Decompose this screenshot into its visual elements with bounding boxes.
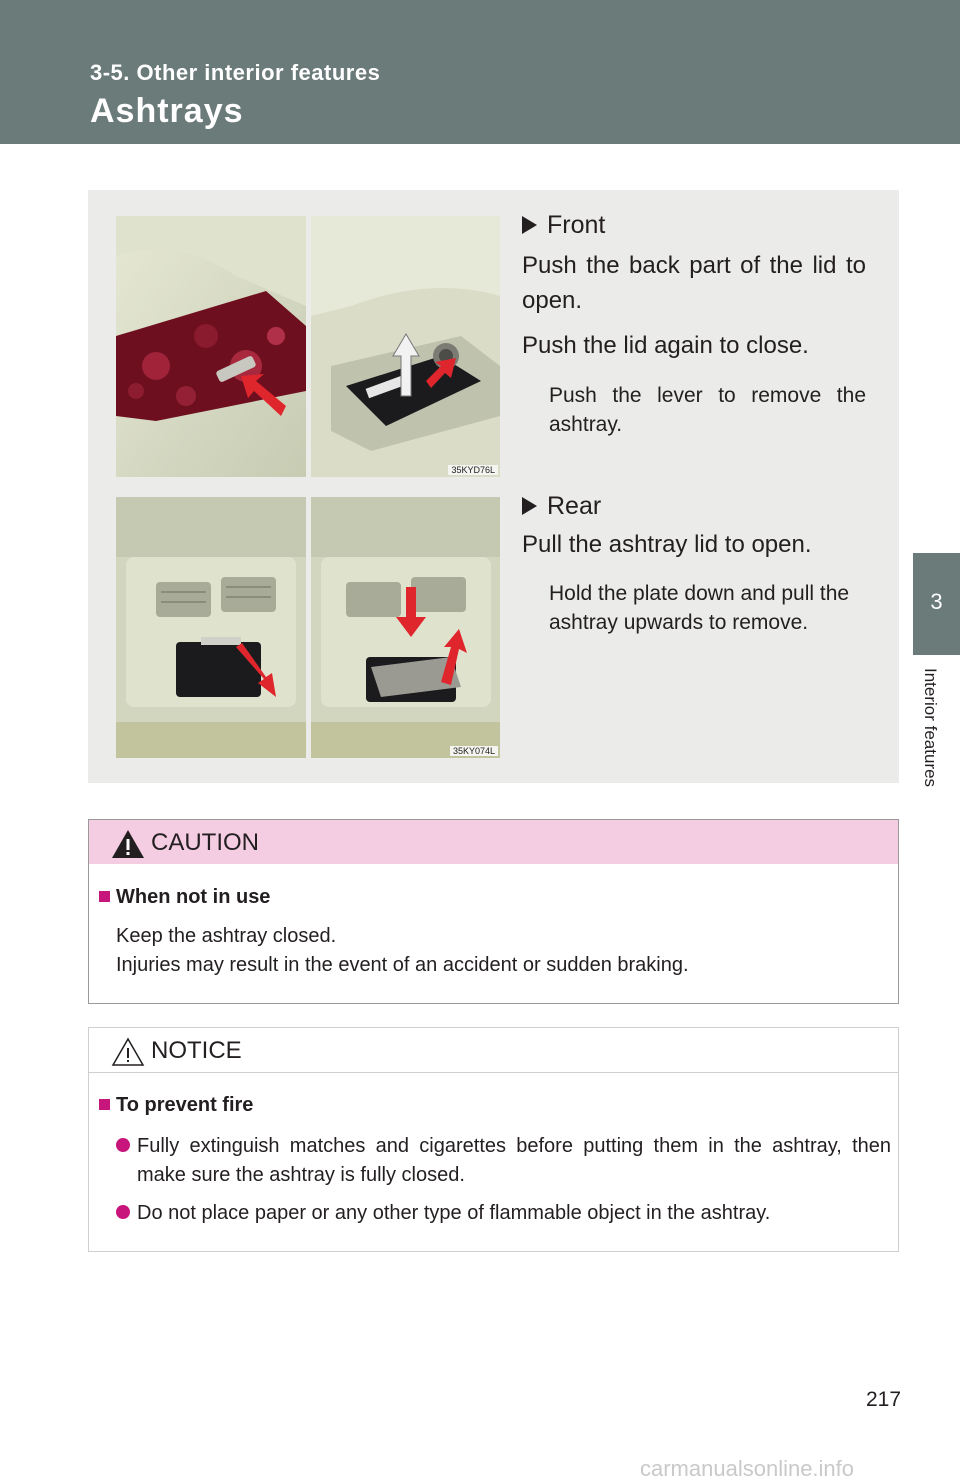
notice-title: NOTICE	[151, 1037, 242, 1064]
round-bullet-icon	[116, 1205, 130, 1219]
watermark: carmanualsonline.info	[640, 1456, 855, 1481]
caution-title: CAUTION	[151, 829, 259, 856]
caution-header	[89, 820, 898, 864]
notice-subhead: To prevent fire	[99, 1094, 253, 1117]
triangle-bullet-icon	[522, 216, 537, 234]
square-bullet-icon	[99, 891, 110, 902]
section-label: 3-5. Other interior features	[90, 60, 381, 85]
front-heading: Front	[522, 211, 605, 240]
caution-line-1: Keep the ashtray closed.	[116, 925, 337, 947]
notice-bullet-2: Do not place paper or any other type of flammable object in the ashtray.	[116, 1199, 891, 1228]
rear-ashtray-open-photo	[311, 497, 500, 758]
chapter-tab[interactable]	[913, 553, 960, 655]
caution-line-2: Injuries may result in the event of an accident or sudden braking.	[116, 954, 689, 976]
page-title: Ashtrays	[90, 92, 244, 130]
warning-triangle-icon	[111, 829, 145, 859]
notice-header	[89, 1028, 898, 1073]
front-line-1: Push the back part of the lid to open.	[522, 252, 866, 314]
caution-box	[88, 819, 899, 1004]
front-image-code: 35KYD76L	[448, 465, 498, 475]
notice-bullet-1: Fully extinguish matches and cigarettes before putting them in the ashtray, then make sure the ashtray is fully closed.	[116, 1132, 891, 1161]
page-number: 217	[866, 1388, 902, 1411]
square-bullet-icon	[99, 1099, 110, 1110]
front-line-2: Push the lid again to close.	[522, 332, 809, 359]
front-ashtray-closed-photo	[116, 216, 306, 477]
caution-subhead: When not in use	[99, 886, 270, 909]
rear-ashtray-closed-photo	[116, 497, 306, 758]
triangle-bullet-icon	[522, 497, 537, 515]
page-header	[0, 0, 960, 144]
warning-triangle-outline-icon	[111, 1037, 145, 1067]
chapter-label: Interior features	[921, 668, 940, 788]
rear-heading: Rear	[522, 492, 601, 521]
front-sub-text: Push the lever to remove the ashtray.	[549, 384, 866, 436]
chapter-number: 3	[930, 589, 943, 614]
round-bullet-icon	[116, 1138, 130, 1152]
front-ashtray-open-photo	[311, 216, 500, 477]
notice-box	[88, 1027, 899, 1252]
rear-sub-text: Hold the plate down and pull the ashtray upwards to remove.	[549, 582, 850, 634]
rear-line-1: Pull the ashtray lid to open.	[522, 531, 812, 558]
rear-image-code: 35KY074L	[450, 746, 498, 756]
